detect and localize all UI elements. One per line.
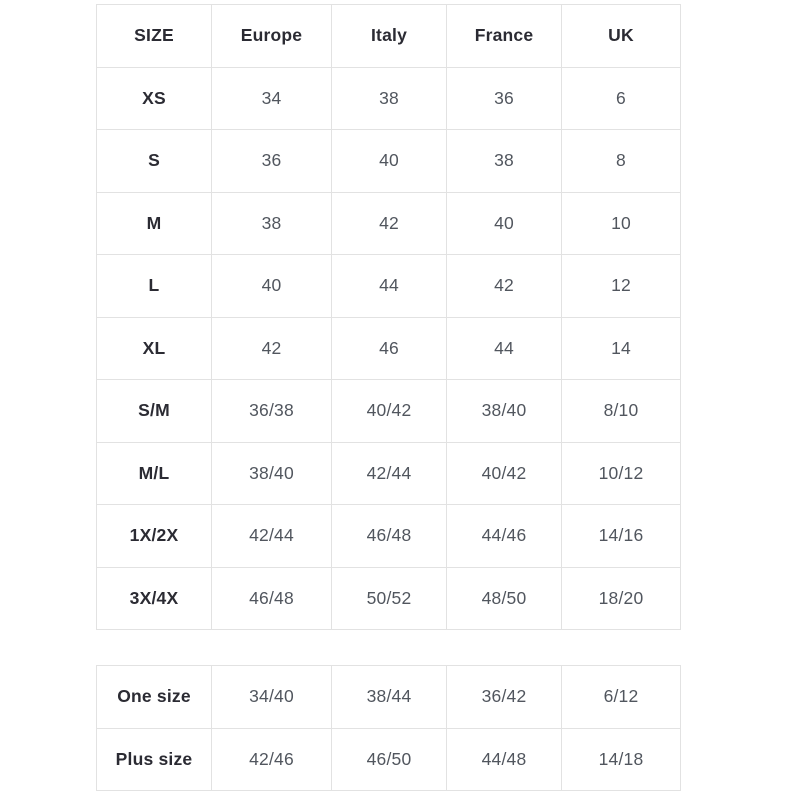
table-cell: 10 <box>562 192 681 255</box>
table-cell: 42 <box>447 255 562 318</box>
size-conversion-table <box>96 4 681 630</box>
table-cell: 46/48 <box>332 505 447 568</box>
table-cell: 48/50 <box>447 567 562 630</box>
table-cell: 44/46 <box>447 505 562 568</box>
table-cell: 44 <box>332 255 447 318</box>
table-cell: 8/10 <box>562 380 681 443</box>
table-cell: 36/42 <box>447 666 562 729</box>
column-header-europe: Europe <box>212 5 332 68</box>
table-cell: 42 <box>212 317 332 380</box>
table-cell: 40 <box>332 130 447 193</box>
table-cell: 38 <box>447 130 562 193</box>
table-cell: 40 <box>447 192 562 255</box>
table-cell: 38 <box>212 192 332 255</box>
table-row-ml <box>97 442 681 505</box>
table-row-l <box>97 255 681 318</box>
row-label: S <box>97 130 212 193</box>
table-cell: 14 <box>562 317 681 380</box>
table-cell: 46 <box>332 317 447 380</box>
table-cell: 40/42 <box>332 380 447 443</box>
table-cell: 36 <box>447 67 562 130</box>
table-cell: 42 <box>332 192 447 255</box>
column-header-size: SIZE <box>97 5 212 68</box>
row-label: XL <box>97 317 212 380</box>
table-cell: 40/42 <box>447 442 562 505</box>
table-cell: 46/48 <box>212 567 332 630</box>
column-header-france: France <box>447 5 562 68</box>
table-cell: 42/46 <box>212 728 332 791</box>
table-cell: 38/40 <box>212 442 332 505</box>
table-cell: 46/50 <box>332 728 447 791</box>
table-cell: 44 <box>447 317 562 380</box>
header-row <box>97 5 681 68</box>
table-cell: 18/20 <box>562 567 681 630</box>
row-label: M/L <box>97 442 212 505</box>
row-label: M <box>97 192 212 255</box>
row-label: Plus size <box>97 728 212 791</box>
table-row-s <box>97 130 681 193</box>
column-header-uk: UK <box>562 5 681 68</box>
table-cell: 36 <box>212 130 332 193</box>
table-cell: 42/44 <box>212 505 332 568</box>
row-label: S/M <box>97 380 212 443</box>
row-label: 3X/4X <box>97 567 212 630</box>
table-cell: 6 <box>562 67 681 130</box>
table-cell: 40 <box>212 255 332 318</box>
table-cell: 50/52 <box>332 567 447 630</box>
row-label: L <box>97 255 212 318</box>
one-size-plus-size-table <box>96 665 681 791</box>
table-row-plus-size <box>97 728 681 791</box>
table-cell: 38/40 <box>447 380 562 443</box>
table-cell: 34 <box>212 67 332 130</box>
table-cell: 14/16 <box>562 505 681 568</box>
size-chart-area <box>96 4 680 791</box>
table-cell: 8 <box>562 130 681 193</box>
table-row-one-size <box>97 666 681 729</box>
column-header-italy: Italy <box>332 5 447 68</box>
table-row-m <box>97 192 681 255</box>
table-cell: 36/38 <box>212 380 332 443</box>
table-cell: 42/44 <box>332 442 447 505</box>
table-row-xl <box>97 317 681 380</box>
table-cell: 6/12 <box>562 666 681 729</box>
table-cell: 38/44 <box>332 666 447 729</box>
row-label: 1X/2X <box>97 505 212 568</box>
table-row-3x4x <box>97 567 681 630</box>
row-label: One size <box>97 666 212 729</box>
row-label: XS <box>97 67 212 130</box>
table-cell: 10/12 <box>562 442 681 505</box>
table-row-1x2x <box>97 505 681 568</box>
table-cell: 38 <box>332 67 447 130</box>
table-cell: 44/48 <box>447 728 562 791</box>
table-row-xs <box>97 67 681 130</box>
table-cell: 14/18 <box>562 728 681 791</box>
table-row-sm <box>97 380 681 443</box>
table-cell: 34/40 <box>212 666 332 729</box>
table-cell: 12 <box>562 255 681 318</box>
